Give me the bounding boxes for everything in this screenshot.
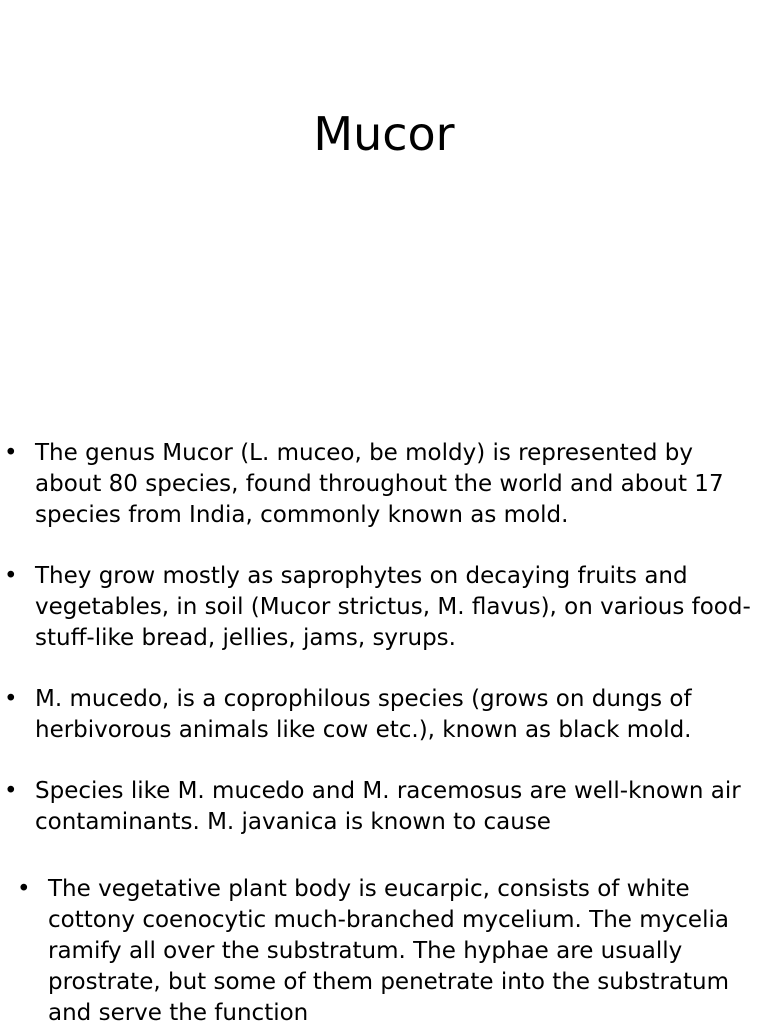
bullet-text: The genus Mucor (L. muceo, be moldy) is represented by about 80 species, found throughout the world and about 17 species from India, commonly known as mold.	[35, 440, 724, 528]
bullet-item	[0, 684, 768, 746]
bullet-dot-icon: •	[4, 778, 18, 804]
bullet-item	[0, 438, 768, 531]
bullet-dot-icon: •	[4, 440, 18, 466]
bullet-dot-icon: •	[4, 686, 18, 712]
overflow-bullet-list	[0, 874, 768, 1024]
bullet-text: They grow mostly as saprophytes on decaying fruits and vegetables, in soil (Mucor strictus, M. flavus), on various food- stuff-like bread, jellies, jams, syrups.	[35, 563, 751, 651]
bullet-item	[0, 561, 768, 654]
bullet-item	[0, 776, 768, 838]
bullet-dot-icon: •	[17, 876, 31, 902]
bullet-text: The vegetative plant body is eucarpic, consists of white cottony coenocytic much-branched mycelium. The mycelia ramify all over the substratum. The hyphae are usually prostrate, but some of them penetrate into the substratum and serve the function	[48, 876, 729, 1024]
bullet-text: M. mucedo, is a coprophilous species (grows on dungs of herbivorous animals like cow etc.), known as black mold.	[35, 686, 692, 743]
bullet-dot-icon: •	[4, 563, 18, 589]
bullet-list	[0, 438, 768, 838]
bullet-text: Species like M. mucedo and M. racemosus are well-known air contaminants. M. javanica is known to cause	[35, 778, 741, 835]
slide-title: Mucor	[313, 107, 455, 161]
bullet-item	[0, 874, 768, 1024]
